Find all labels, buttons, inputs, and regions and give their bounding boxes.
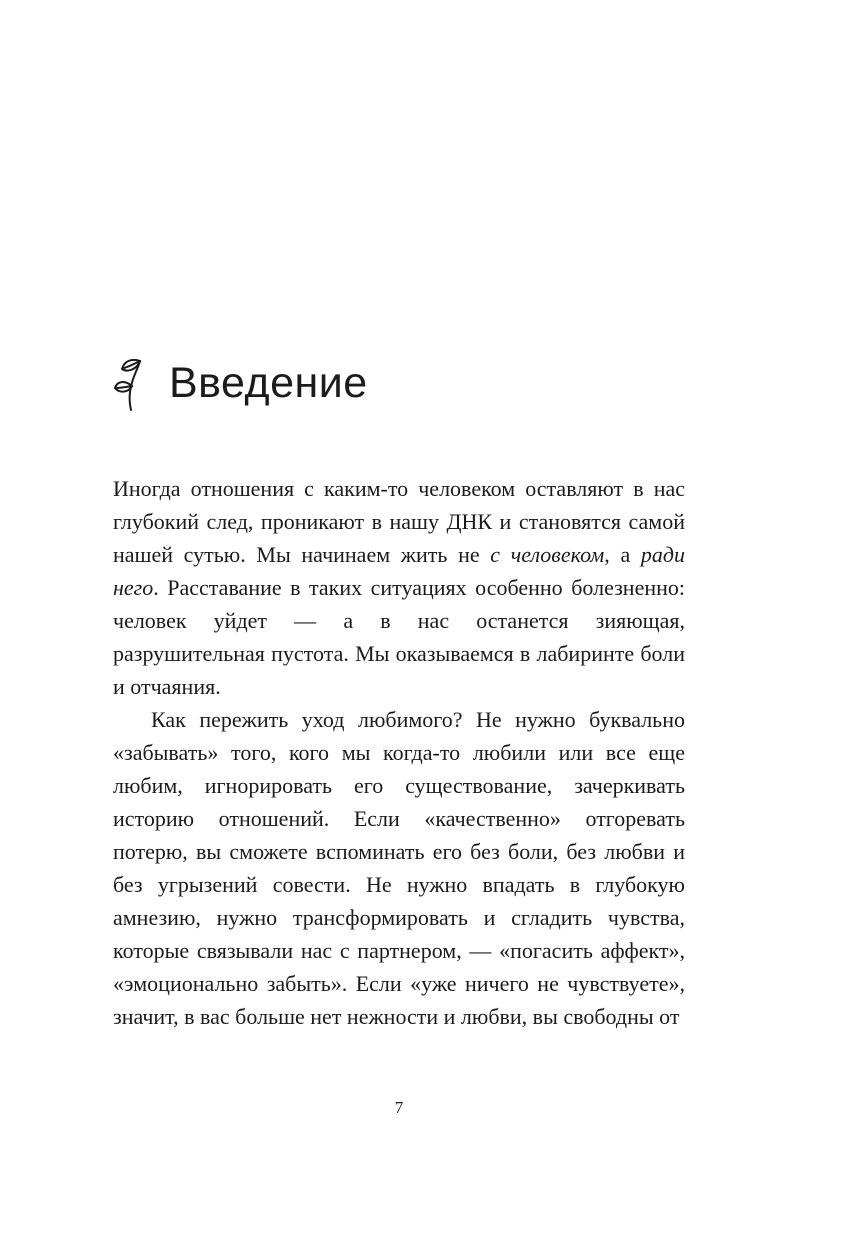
leaf-icon xyxy=(113,356,153,412)
paragraph-1-text-2: , а xyxy=(604,542,641,567)
page-number: 7 xyxy=(394,1098,404,1117)
chapter-heading xyxy=(113,356,685,412)
paragraph-1 xyxy=(113,472,685,703)
body-text xyxy=(113,472,685,1033)
paragraph-1-text: Иногда отношения с каким-то человеком оставляют в нас глубокий след, проникают в нашу ДНК и становятся самой нашей сутью. Мы начинаем жить не xyxy=(113,476,685,567)
paragraph-1-italic-1: с человеком xyxy=(490,542,605,567)
paragraph-2: Как пережить уход любимого? Не нужно буквально «забывать» того, кого мы когда-то любили или все еще любим, игнорировать его существование, зачеркивать историю отношений. Если «качественно» отгоревать потерю, вы сможете вспоминать его без боли, без любви и без угрызений совести. Не нужно впадать в глубокую амнезию, нужно трансформировать и сгладить чувства, которые связывали нас с партнером, — «погасить аффект», «эмоционально забыть». Если «уже ничего не чувствуете», значит, в вас больше нет нежности и любви, вы свободны от xyxy=(113,707,685,1029)
chapter-title: Введение xyxy=(169,359,368,408)
paragraph-1-italic-2: ради него xyxy=(113,542,686,600)
text-column xyxy=(113,356,685,1033)
paragraph-1-text-3: . Расставание в таких ситуациях особенно болезненно: человек уйдет — а в нас останется зияющая, разрушительная пустота. Мы оказываемся в лабиринте боли и отчаяния. xyxy=(113,575,685,699)
